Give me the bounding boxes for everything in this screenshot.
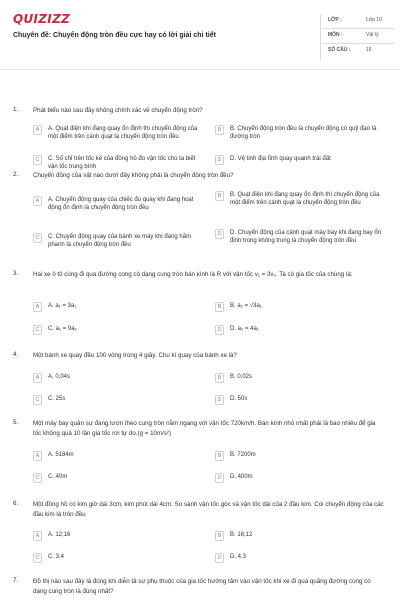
option-letter: A: [33, 451, 42, 461]
option-letter: A: [33, 196, 42, 206]
option-text: B. Quạt điện khi đang quay ổn định thì chuyển động của một điểm trên cánh quạt là chuyển động tròn đều: [230, 192, 380, 206]
option-text: A. a₁ = 3a₂: [48, 303, 77, 309]
option-text: D. a₂ = 4a₁: [230, 326, 259, 332]
option-text: D. Vệ tinh địa tĩnh quay quanh trái đất: [230, 156, 331, 162]
option-text: B. 7200m: [230, 452, 256, 458]
option-letter: A: [33, 373, 42, 383]
option-letter: C: [33, 155, 42, 165]
option-text: A. 5184m: [48, 452, 74, 458]
option-text: D. 400m: [230, 474, 253, 480]
option-letter: B: [215, 531, 224, 541]
option-letter: C: [33, 473, 42, 483]
option-text: D. 4;3: [230, 554, 247, 560]
option-text: A. 0,04s: [48, 374, 71, 380]
document-header: [0, 0, 400, 72]
option-letter: A: [33, 531, 42, 541]
question-text: Một đồng hồ có kim giờ dài 3cm, kim phút dài 4cm. So sánh vận tốc góc và vận tốc dài của 2 đầu kim. Coi chuyển động của các đầu kim là tròn đều: [33, 501, 384, 518]
option-text: B. Chuyển động tròn đều là chuyển động có quỹ đạo là đường tròn: [230, 126, 377, 140]
meta-row-count: [320, 44, 395, 59]
question-text: Một bánh xe quay đều 100 vòng trong 4 giây. Chu kì quay của bánh xe là?: [33, 352, 237, 359]
question-number: 4.: [13, 351, 19, 358]
question-number: 3.: [13, 270, 19, 277]
option-letter: D: [215, 229, 224, 239]
option-text: B. 16;12: [230, 532, 253, 538]
document-title: Chuyên đề: Chuyển động tròn đều cực hay có lời giải chi tiết: [13, 32, 216, 39]
question-text: Một máy bay quân sự đang lượn theo cung tròn nằm ngang với vận tốc 720km/h. Bán kính nhỏ nhất phải là bao nhiêu để gia tốc không quá 10 lần gia tốc rơi tự do.(g = 10m/s²): [33, 420, 376, 437]
question-number: 6.: [13, 500, 19, 507]
meta-key: MÔN :: [328, 32, 343, 38]
option-text: C. a₁ = 9a₂: [48, 326, 77, 332]
meta-value: Lớp 10: [366, 17, 382, 23]
option-text: C. 3;4: [48, 554, 65, 560]
question-number: 7.: [13, 577, 19, 584]
option-text: B. a₂ = √3a₁: [230, 303, 262, 309]
option-letter: D: [215, 395, 224, 405]
option-text: C. 25s: [48, 396, 66, 402]
meta-row-class: [320, 14, 395, 29]
option-letter: B: [215, 302, 224, 312]
option-text: D. Chuyển động của cánh quạt máy bay khi đang bay ổn định trong không trung là chuyển động tròn đều: [230, 230, 382, 244]
option-text: C. Số chỉ trên tốc kế của đồng hồ đo vận tốc cho ta biết vận tốc trung bình: [48, 156, 196, 170]
question-text: Đồ thị nào sau đây là đúng khi diễn tả sự phụ thuộc của gia tốc hướng tâm vào vận tốc khi xe đi qua quãng đường cong có dạng cung tròn là đúng nhất?: [33, 578, 371, 595]
option-text: D. 50s: [230, 396, 248, 402]
quizizz-logo: QUIZIZZ: [13, 12, 71, 26]
option-letter: C: [33, 553, 42, 563]
question-text: Chuyển động của vật nào dưới đây không phải là chuyển động tròn đều?: [33, 172, 234, 179]
question-text: Hai xe ô tô cùng đi qua đường cong có dạng cung tròn bán kính là R với vận tốc v₁ = 3v₂. Ta có gia tốc của chúng là:: [33, 271, 353, 278]
option-letter: D: [215, 553, 224, 563]
option-letter: C: [33, 395, 42, 405]
header-divider: [0, 69, 400, 70]
meta-row-subject: [320, 29, 395, 44]
meta-table: [320, 14, 395, 59]
option-text: B. 0,02s: [230, 374, 253, 380]
question-number: 5.: [13, 419, 19, 426]
meta-value: 16: [366, 47, 372, 53]
option-letter: B: [215, 125, 224, 135]
option-letter: B: [215, 191, 224, 201]
option-text: C. 40m: [48, 474, 68, 480]
option-letter: A: [33, 125, 42, 135]
option-letter: D: [215, 473, 224, 483]
meta-key: LỚP :: [328, 17, 342, 23]
question-number: 2.: [13, 171, 19, 178]
option-letter: B: [215, 451, 224, 461]
option-letter: C: [33, 325, 42, 335]
option-letter: B: [215, 373, 224, 383]
option-letter: C: [33, 233, 42, 243]
option-letter: D: [215, 155, 224, 165]
question-number: 1.: [13, 106, 19, 113]
option-text: A. Quạt điện khi đang quay ổn định thì chuyển động của một điểm trên cánh quạt là chuyển động tròn đều: [48, 126, 198, 140]
option-letter: A: [33, 302, 42, 312]
question-text: Phát biểu nào sau đây không chính xác về chuyển động tròn?: [33, 107, 203, 114]
option-text: A. 12;16: [48, 532, 71, 538]
option-letter: D: [215, 325, 224, 335]
meta-key: SỐ CÂU :: [328, 47, 351, 53]
option-text: A. Chuyển động quay của chiếc đu quay khi đang hoạt động ổn định là chuyển động tròn đều: [48, 197, 194, 211]
option-text: C. Chuyển động quay của bánh xe máy khi đang hãm phanh là chuyển động tròn đều: [48, 234, 192, 248]
meta-value: Vật lý: [366, 32, 379, 38]
